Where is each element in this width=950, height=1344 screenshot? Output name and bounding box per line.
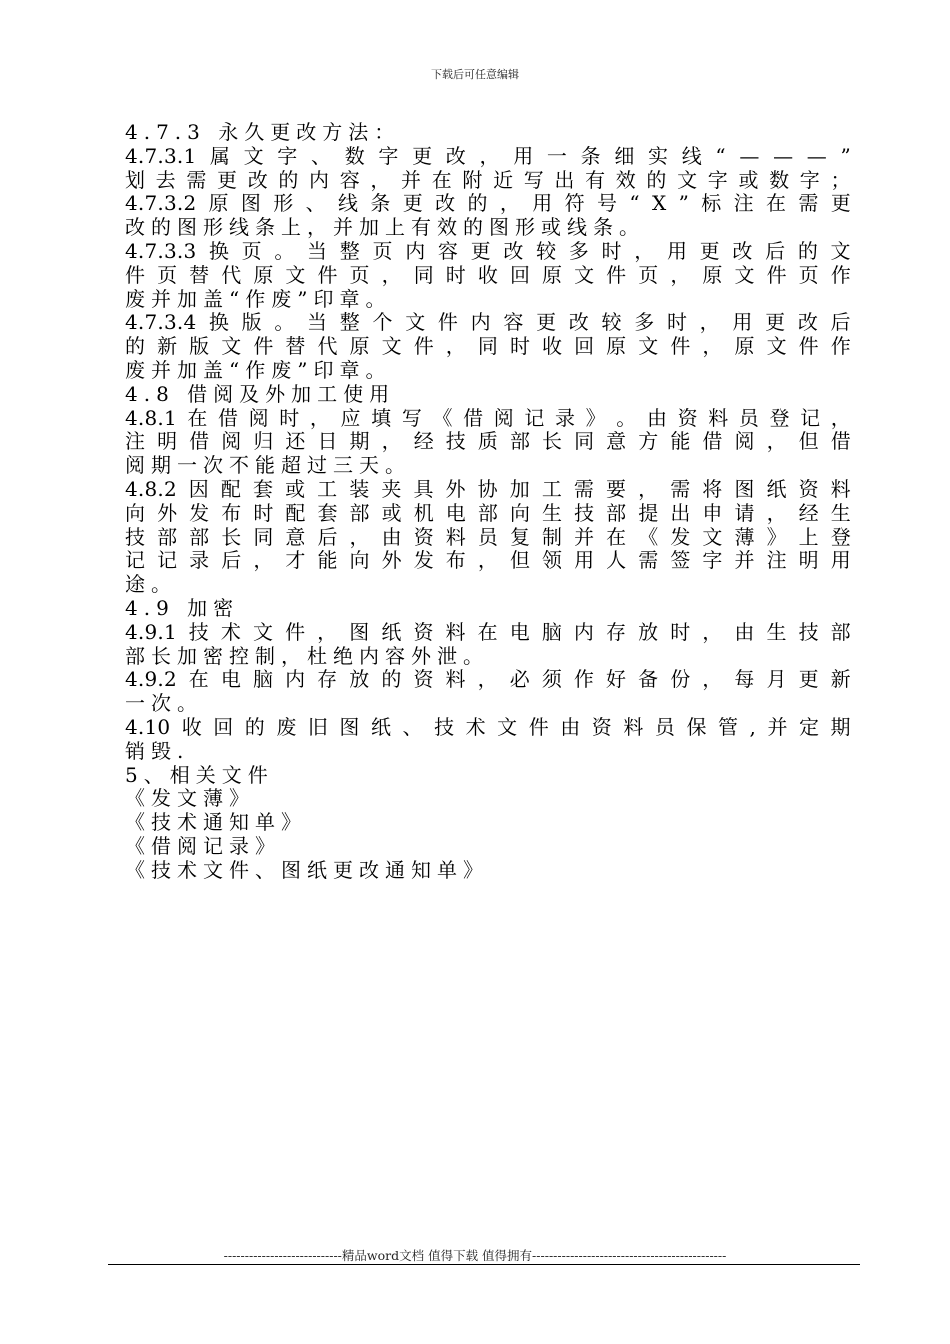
text-line: 《技术文件、图纸更改通知单》 (125, 857, 489, 882)
text-line: 记 记 录 后 ， 才 能 向 外 发 布 ， 但 领 用 人 需 签 字 并 注 明 用 (125, 548, 851, 573)
text-line: 《发文薄》 (125, 786, 255, 811)
text-line: 4.8.1 在 借 阅 时 ， 应 填 写 《 借 阅 记 录 》 。 由 资 料 员 登 记 ， (125, 405, 851, 430)
text-line: 向 外 发 布 时 配 套 部 或 机 电 部 向 生 技 部 提 出 申 请 ， 经 生 (125, 500, 851, 525)
text-line: 途。 (125, 572, 177, 597)
text-line: 废并加盖“作废”印章。 (125, 286, 392, 311)
text-line: 阅期一次不能超过三天。 (125, 453, 411, 478)
text-line: 4.7.3 永久更改方法： (125, 120, 401, 144)
page-footer-text: ----------------------------精品word文档 值得下载 值得拥有---------------------------------------------- (223, 1248, 727, 1263)
text-line: 5、相关文件 (125, 762, 274, 787)
text-line: 一次。 (125, 691, 203, 716)
text-line: 4.8 借阅及外加工使用 (125, 381, 396, 406)
text-line: 4.8.2 因 配 套 或 工 装 夹 具 外 协 加 工 需 要 ， 需 将 图 纸 资 料 (125, 476, 851, 501)
text-line: 4.7.3.4 换 版 。 当 整 个 文 件 内 容 更 改 较 多 时 ， 用 更 改 后 (125, 310, 851, 335)
text-line: 4.9 加密 (125, 595, 240, 620)
text-line: 划 去 需 更 改 的 内 容 ， 并 在 附 近 写 出 有 效 的 文 字 或 数 字 ； (125, 167, 851, 192)
text-line: 技 部 部 长 同 意 后 ， 由 资 料 员 复 制 并 在 《 发 文 薄 》 上 登 (125, 524, 851, 549)
text-line: 4.7.3.1 属 文 字 、 数 字 更 改 ， 用 一 条 细 实 线 “ — — — ” (125, 143, 851, 168)
text-line: 废并加盖“作废”印章。 (125, 357, 392, 382)
text-line: 《借阅记录》 (125, 833, 281, 858)
document-body (125, 121, 851, 883)
footer-divider (108, 1264, 860, 1265)
text-line: 4.7.3.3 换 页 。 当 整 页 内 容 更 改 较 多 时 ， 用 更 改 后 的 文 (125, 238, 851, 263)
text-line: 4.10 收 回 的 废 旧 图 纸 、 技 术 文 件 由 资 料 员 保 管 , 并 定 期 (125, 714, 851, 739)
text-line: 销毁. (125, 738, 190, 763)
text-line: 《技术通知单》 (125, 810, 307, 835)
text-line: 4.9.1 技 术 文 件 ， 图 纸 资 料 在 电 脑 内 存 放 时 ， 由 生 技 部 (125, 619, 851, 644)
text-line: 改的图形线条上，并加上有效的图形或线条。 (125, 215, 645, 240)
text-line: 4.7.3.2 原 图 形 、 线 条 更 改 的 ， 用 符 号 “ X ” 标 注 在 需 更 (125, 191, 851, 216)
text-line: 的 新 版 文 件 替 代 原 文 件 ， 同 时 收 回 原 文 件 ， 原 文 件 作 (125, 334, 851, 359)
text-line: 部长加密控制，杜绝内容外泄。 (125, 643, 489, 668)
text-line: 4.9.2 在 电 脑 内 存 放 的 资 料 ， 必 须 作 好 备 份 ， 每 月 更 新 (125, 667, 851, 692)
text-line: 注 明 借 阅 归 还 日 期 ， 经 技 质 部 长 同 意 方 能 借 阅 ， 但 借 (125, 429, 851, 454)
page-header: 下载后可任意编辑 (431, 68, 519, 81)
text-line: 件 页 替 代 原 文 件 页 ， 同 时 收 回 原 文 件 页 ， 原 文 件 页 作 (125, 262, 851, 287)
